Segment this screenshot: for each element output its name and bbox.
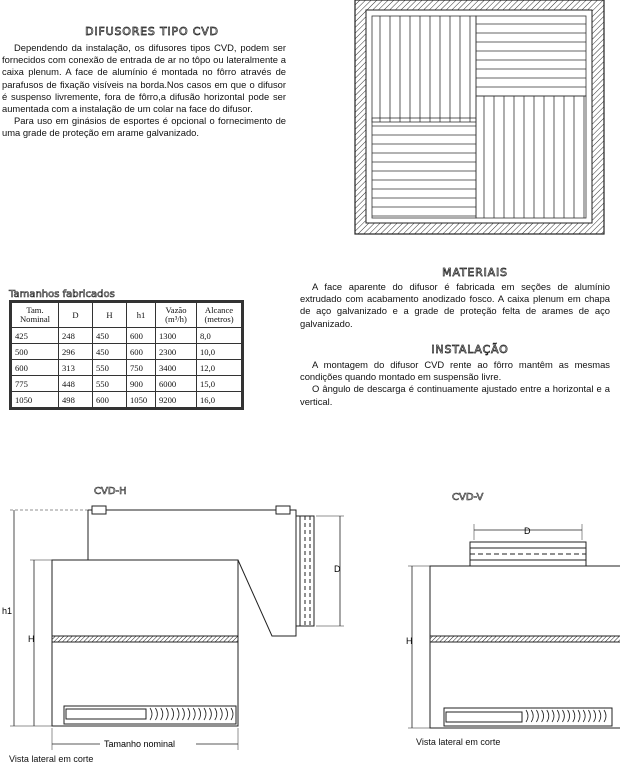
cell: 500 [12,344,59,360]
cvd-v-label-H: H [406,636,413,646]
cvd-h-drawing [0,496,350,754]
cell: 425 [12,328,59,344]
cell: 296 [59,344,93,360]
cell: 12,0 [197,360,242,376]
table-row [12,328,242,344]
cvd-v-drawing [400,520,620,738]
table-row [12,392,242,408]
cell: 248 [59,328,93,344]
cell: 550 [93,360,127,376]
table-row [12,344,242,360]
cell: 750 [127,360,156,376]
intro-text [2,42,286,140]
cell: 9200 [156,392,197,408]
materiais-text: A face aparente do difusor é fabricada em seções de alumínio extrudado com acabamento anodizado fosco. A caixa plenum em chapa de aço galvanizado e a grade de proteção felta de arames de aço galvanizado. [300,281,610,329]
col-header-h: H [93,303,127,328]
cvd-title: DIFUSORES TIPO CVD [85,25,219,38]
table-row [12,376,242,392]
cvd-h-label-h1: h1 [2,606,13,616]
cell: 1050 [127,392,156,408]
cvd-v-label-D: D [524,526,531,536]
cell: 313 [59,360,93,376]
cell: 10,0 [197,344,242,360]
cell: 3400 [156,360,197,376]
sizes-table [11,302,242,408]
cvd-v-caption: Vista lateral em corte [416,737,501,747]
instalacao-paragraph-2: O ângulo de descarga é continuamente ajustado entre a horizontal e a vertical. [300,383,610,407]
instalacao-title: INSTALAÇÃO [431,343,509,356]
cell: 600 [12,360,59,376]
cell: 550 [93,376,127,392]
materiais-text-block [300,281,610,330]
cell: 600 [127,328,156,344]
cell: 600 [93,392,127,408]
cvd-h-label-D: D [334,564,341,574]
cvd-h-caption: Vista lateral em corte [9,754,94,764]
col-header-alcance: Alcance (metros) [197,303,242,328]
cell: 1300 [156,328,197,344]
cell: 450 [93,328,127,344]
cell: 8,0 [197,328,242,344]
cell: 16,0 [197,392,242,408]
materiais-title: MATERIAIS [442,266,508,279]
table-caption: Tamanhos fabricados [9,289,115,300]
cell: 2300 [156,344,197,360]
cell: 448 [59,376,93,392]
intro-paragraph-2: Para uso em ginásios de esportes é opcional o fornecimento de uma grade de proteção em arame galvanizado. [2,115,286,139]
cell: 450 [93,344,127,360]
col-header-tam: Tam. Nominal [12,303,59,328]
instalacao-paragraph-1: A montagem do difusor CVD rente ao fôrro mantêm as mesmas condições quando montado em suspensão livre. [300,359,610,383]
col-header-vazao: Vazão (m³/h) [156,303,197,328]
cell: 6000 [156,376,197,392]
cell: 900 [127,376,156,392]
cell: 775 [12,376,59,392]
cvd-h-label-nominal: Tamanho nominal [104,739,176,749]
cell: 600 [127,344,156,360]
instalacao-text-block [300,359,610,408]
col-header-h1: h1 [127,303,156,328]
cell: 1050 [12,392,59,408]
intro-paragraph-1: Dependendo da instalação, os difusores tipos CVD, podem ser fornecidos com conexão de entrada de ar no tôpo ou lateralmente a caixa plenum. A face de alumínio é montada no fôrro através de parafusos de fixação visíveis na borda.Nos casos em que o difusor é suspenso livremente, fora de fôrro,a difusão horizontal pode ser aumentada com a instalação de um colar na face do difusor. [2,42,286,115]
cvd-v-title: CVD-V [452,492,484,503]
table-row [12,360,242,376]
cell: 15,0 [197,376,242,392]
diffuser-face-drawing [354,0,606,236]
sizes-table-frame [9,300,244,410]
cvd-h-title: CVD-H [94,486,127,497]
cell: 498 [59,392,93,408]
cvd-h-label-H: H [28,634,35,644]
col-header-d: D [59,303,93,328]
